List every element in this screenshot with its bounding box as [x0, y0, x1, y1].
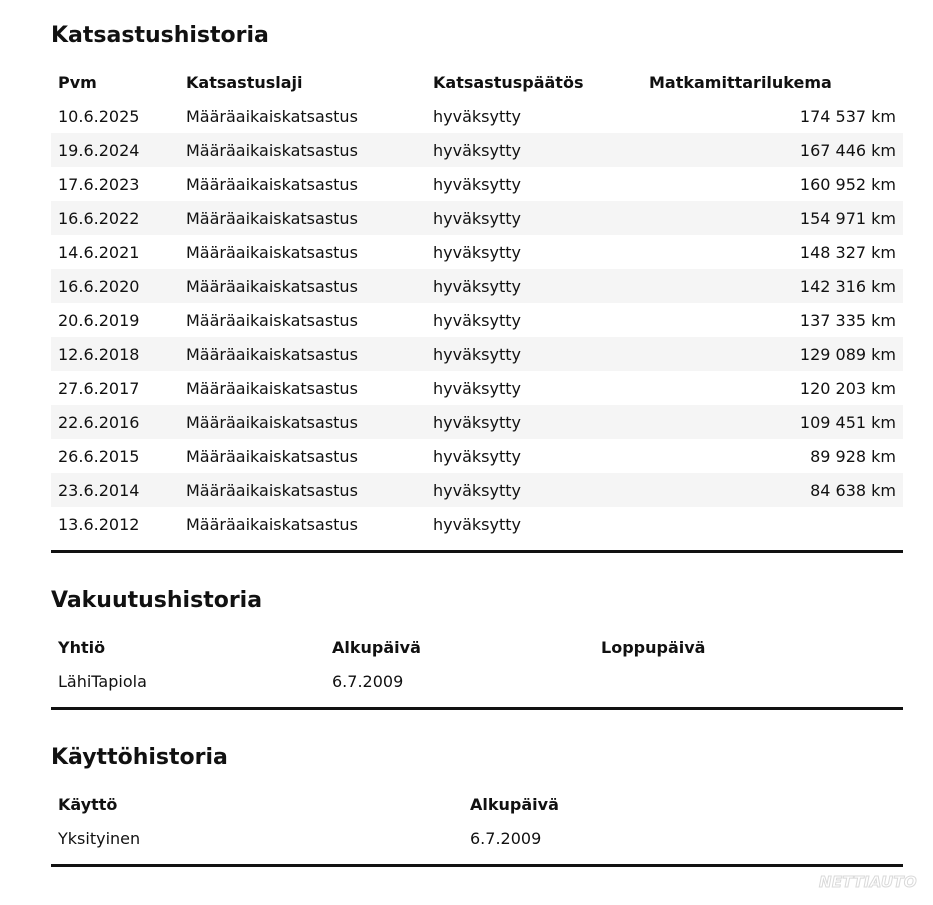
cell-inspection-result: hyväksytty — [433, 174, 521, 194]
cell-date: 16.6.2022 — [51, 201, 179, 235]
column-header-company: Yhtiö — [58, 637, 106, 657]
insurance-history-table — [51, 630, 903, 698]
table-row — [51, 201, 903, 235]
cell-odometer: 160 952 km — [799, 174, 896, 194]
table-row — [51, 235, 903, 269]
cell-start-date: 6.7.2009 — [332, 671, 404, 691]
usage-section-divider — [51, 864, 903, 867]
cell-inspection-type: Määräaikaiskatsastus — [179, 473, 426, 507]
insurance-history-title: Vakuutushistoria — [51, 588, 263, 613]
cell-odometer: 120 203 km — [799, 378, 896, 398]
column-header-end-date: Loppupäivä — [601, 637, 706, 657]
table-row — [51, 303, 903, 337]
table-row — [51, 167, 903, 201]
cell-end-date — [594, 664, 903, 698]
cell-date: 26.6.2015 — [58, 446, 140, 466]
usage-history-title: Käyttöhistoria — [51, 745, 228, 770]
cell-date: 27.6.2017 — [58, 378, 140, 398]
usage-rows — [51, 821, 903, 855]
cell-date: 16.6.2020 — [51, 269, 179, 303]
column-header-usage: Käyttö — [58, 794, 118, 814]
cell-inspection-result: hyväksytty — [426, 201, 642, 235]
cell-inspection-result: hyväksytty — [426, 337, 642, 371]
inspection-history-section — [51, 22, 903, 553]
insurance-section-divider — [51, 707, 903, 710]
inspection-rows — [51, 99, 903, 541]
cell-usage: Yksityinen — [58, 828, 141, 848]
cell-date: 19.6.2024 — [51, 133, 179, 167]
cell-date: 10.6.2025 — [58, 106, 140, 126]
column-header-start-date: Alkupäivä — [332, 637, 421, 657]
cell-date: 13.6.2012 — [58, 514, 140, 534]
cell-inspection-result: hyväksytty — [433, 446, 521, 466]
cell-inspection-result: hyväksytty — [433, 242, 521, 262]
cell-inspection-result: hyväksytty — [433, 514, 521, 534]
cell-odometer: 148 327 km — [799, 242, 896, 262]
table-row — [51, 664, 903, 698]
table-row — [51, 439, 903, 473]
cell-date: 23.6.2014 — [51, 473, 179, 507]
cell-company: LähiTapiola — [58, 671, 147, 691]
cell-start-date: 6.7.2009 — [470, 828, 542, 848]
insurance-history-section — [51, 587, 903, 710]
cell-inspection-type: Määräaikaiskatsastus — [186, 242, 358, 262]
cell-inspection-type: Määräaikaiskatsastus — [186, 446, 358, 466]
cell-odometer: 154 971 km — [642, 201, 903, 235]
cell-date: 12.6.2018 — [51, 337, 179, 371]
cell-inspection-type: Määräaikaiskatsastus — [186, 514, 358, 534]
table-row — [51, 473, 903, 507]
cell-odometer: 109 451 km — [642, 405, 903, 439]
inspection-history-title: Katsastushistoria — [51, 23, 269, 48]
cell-odometer: 84 638 km — [642, 473, 903, 507]
column-header-inspection-type: Katsastuslaji — [186, 72, 303, 92]
cell-inspection-type: Määräaikaiskatsastus — [186, 174, 358, 194]
cell-odometer — [642, 507, 903, 541]
inspection-header-row — [51, 65, 903, 99]
cell-odometer: 167 446 km — [642, 133, 903, 167]
insurance-rows — [51, 664, 903, 698]
nettiauto-watermark-logo: NETTIAUTO — [819, 873, 917, 891]
cell-inspection-type: Määräaikaiskatsastus — [179, 133, 426, 167]
table-row — [51, 371, 903, 405]
column-header-inspection-result: Katsastuspäätös — [433, 72, 584, 92]
usage-history-table — [51, 787, 903, 855]
inspection-section-divider — [51, 550, 903, 553]
cell-inspection-result: hyväksytty — [433, 106, 521, 126]
cell-inspection-type: Määräaikaiskatsastus — [186, 310, 358, 330]
usage-header-row — [51, 787, 903, 821]
cell-inspection-type: Määräaikaiskatsastus — [179, 337, 426, 371]
cell-inspection-result: hyväksytty — [433, 378, 521, 398]
cell-inspection-type: Määräaikaiskatsastus — [186, 106, 358, 126]
column-header-usage-start-date: Alkupäivä — [470, 794, 559, 814]
table-row — [51, 507, 903, 541]
cell-inspection-result: hyväksytty — [426, 133, 642, 167]
insurance-header-row — [51, 630, 903, 664]
column-header-odometer: Matkamittarilukema — [649, 72, 832, 92]
table-row — [51, 821, 903, 855]
cell-inspection-type: Määräaikaiskatsastus — [179, 269, 426, 303]
table-row — [51, 269, 903, 303]
table-row — [51, 133, 903, 167]
cell-inspection-type: Määräaikaiskatsastus — [186, 378, 358, 398]
table-row — [51, 405, 903, 439]
table-row — [51, 99, 903, 133]
cell-inspection-type: Määräaikaiskatsastus — [179, 201, 426, 235]
usage-history-section — [51, 744, 903, 867]
inspection-history-table — [51, 65, 903, 541]
cell-inspection-type: Määräaikaiskatsastus — [179, 405, 426, 439]
cell-inspection-result: hyväksytty — [426, 473, 642, 507]
cell-date: 17.6.2023 — [58, 174, 140, 194]
cell-odometer: 142 316 km — [642, 269, 903, 303]
cell-date: 22.6.2016 — [51, 405, 179, 439]
cell-odometer: 89 928 km — [810, 446, 896, 466]
cell-inspection-result: hyväksytty — [426, 269, 642, 303]
cell-inspection-result: hyväksytty — [433, 310, 521, 330]
column-header-date: Pvm — [58, 72, 97, 92]
table-row — [51, 337, 903, 371]
cell-odometer: 174 537 km — [799, 106, 896, 126]
cell-odometer: 129 089 km — [642, 337, 903, 371]
cell-date: 20.6.2019 — [58, 310, 140, 330]
cell-inspection-result: hyväksytty — [426, 405, 642, 439]
cell-odometer: 137 335 km — [799, 310, 896, 330]
cell-date: 14.6.2021 — [58, 242, 140, 262]
